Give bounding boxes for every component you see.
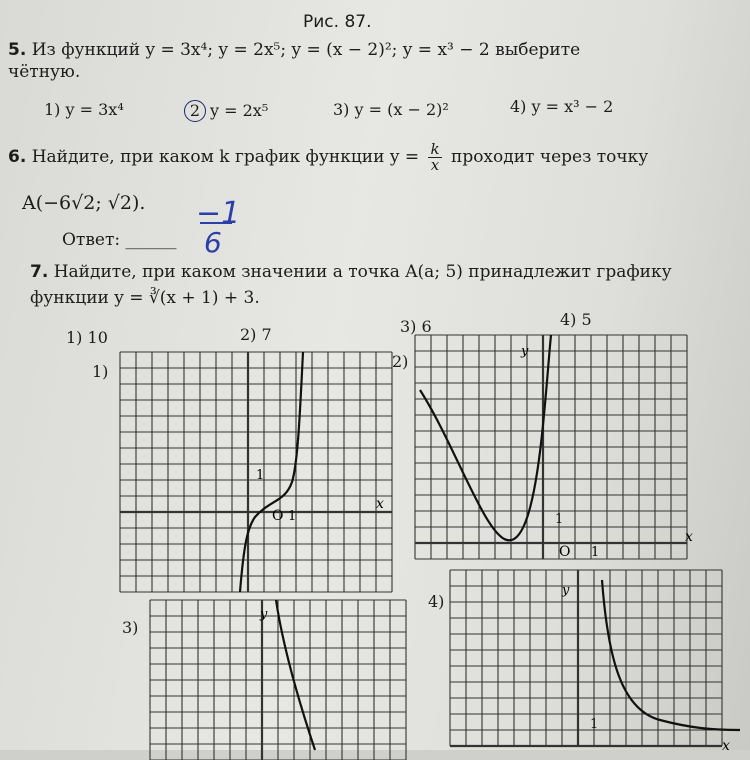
handwritten-fraction-bar — [200, 222, 232, 224]
graph-1-origin-label: O — [272, 508, 284, 524]
graph-3 — [150, 600, 420, 760]
q5-option-2-text: y = 2x⁵ — [210, 101, 269, 120]
handwritten-answer-num: −1 — [196, 196, 241, 231]
handwritten-circle: 2 — [184, 100, 206, 122]
graph-2-origin-label: O — [559, 544, 571, 560]
q7-number: 7. — [30, 262, 49, 282]
graph-4-x-label: x — [722, 738, 730, 754]
graph-4-label: 4) — [428, 592, 445, 611]
graph-4-unit-y: 1 — [590, 717, 599, 732]
figure-caption: Рис. 87. — [303, 12, 372, 32]
graph-4-grid — [450, 570, 722, 746]
q6-answer-label: Ответ: ______ — [62, 230, 177, 250]
q6-fraction — [428, 142, 441, 173]
graph-2-grid — [415, 335, 687, 559]
graph-2-unit-x: 1 — [591, 545, 600, 560]
q6-frac-den: x — [430, 156, 440, 174]
q5-option-2 — [184, 100, 268, 122]
graph-1-unit-y: 1 — [256, 468, 265, 483]
q7-option-1: 1) 10 — [66, 328, 108, 347]
q5-option-3: 3) y = (x − 2)² — [333, 100, 449, 119]
graph-4 — [450, 570, 740, 760]
q5-option-1: 1) y = 3x⁴ — [44, 100, 124, 119]
q6-text-after: проходит через точку — [450, 147, 649, 167]
graph-2-x-label: x — [685, 529, 693, 545]
graph-1-curve — [240, 352, 303, 592]
graph-2-y-label: y — [521, 344, 529, 359]
q5-text: Из функций y = 3x⁴; y = 2x⁵; y = (x − 2)²; y = x³ − 2 выберите — [31, 40, 581, 60]
q7-line2: функции y = ∛(x + 1) + 3. — [30, 288, 260, 308]
graph-1-unit-x: 1 — [288, 509, 297, 524]
q5-number: 5. — [8, 40, 27, 60]
graph-3-grid — [150, 600, 406, 760]
handwritten-answer-den: 6 — [204, 226, 222, 259]
graph-3-y-label: y — [260, 607, 268, 622]
graph-1-label: 1) — [92, 362, 109, 381]
graph-4-y-label: y — [562, 583, 570, 598]
q6-text-before: Найдите, при каком k график функции y = — [31, 147, 420, 167]
graph-2-unit-y: 1 — [555, 512, 564, 527]
q5-line2: чётную. — [8, 62, 81, 82]
q6-number: 6. — [8, 147, 27, 167]
graph-1 — [120, 352, 400, 592]
q7-line1 — [30, 262, 672, 282]
graph-2-curve — [420, 335, 551, 540]
graph-2 — [415, 335, 705, 565]
q7-option-3: 3) 6 — [400, 317, 432, 336]
q7-option-4: 4) 5 — [560, 310, 592, 329]
graph-3-label: 3) — [122, 618, 139, 637]
graph-1-x-label: x — [376, 496, 384, 512]
q6-point: A(−6√2; √2). — [22, 192, 146, 214]
q6-frac-num: k — [430, 140, 440, 158]
q5-line1 — [8, 40, 580, 60]
graph-2-label: 2) — [392, 352, 409, 371]
q7-text: Найдите, при каком значении a точка A(a; 5) принадлежит графику — [53, 262, 672, 282]
q6-line1 — [8, 142, 648, 173]
q5-option-4: 4) y = x³ − 2 — [510, 97, 614, 116]
q7-option-2: 2) 7 — [240, 325, 272, 344]
